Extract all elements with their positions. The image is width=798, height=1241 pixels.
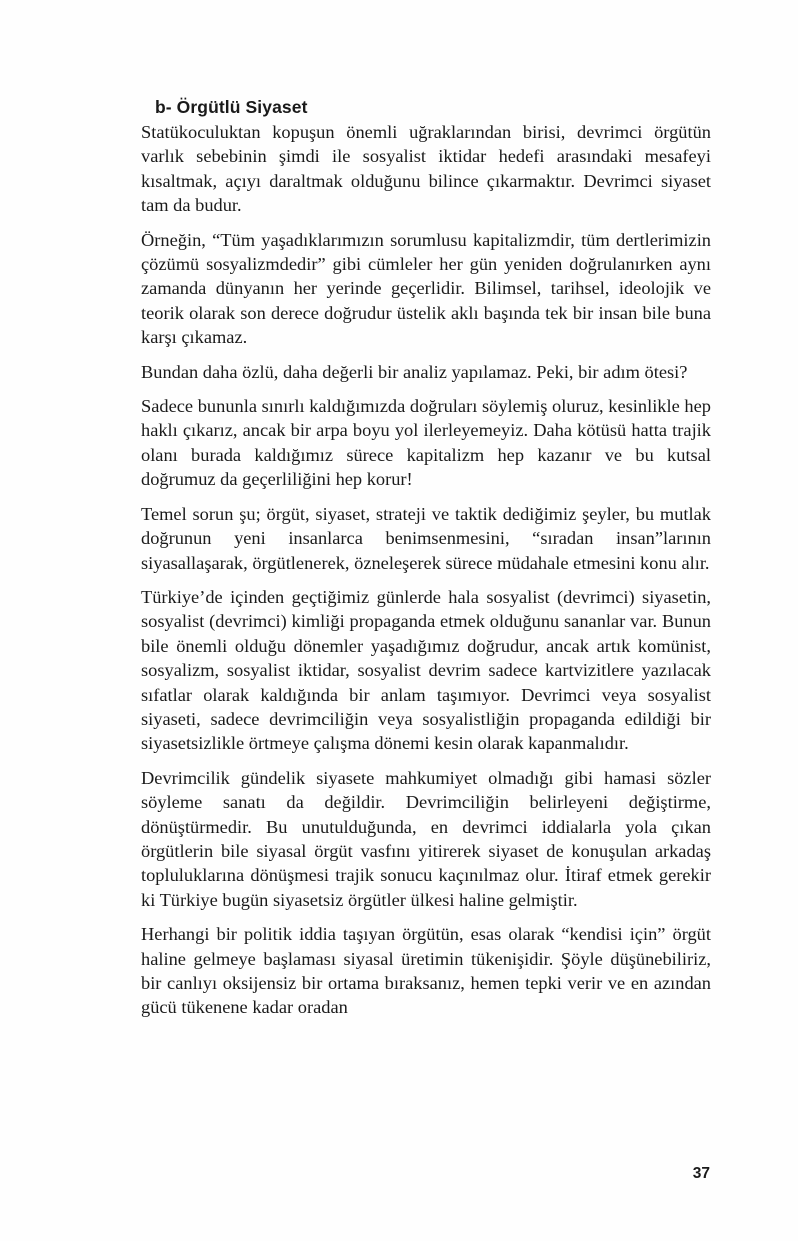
body-paragraph: Temel sorun şu; örgüt, siyaset, strateji ve taktik dediğimiz şeyler, bu mutlak doğrunun yeni insanlarca benimsenmesini, “sıradan insan”larının siyasallaşarak, örgütlenerek, özneleşerek sürece müdahale etmesini konu alır. (141, 503, 711, 573)
body-paragraph: Statükoculuktan kopuşun önemli uğraklarından birisi, devrimci örgütün varlık sebebinin şimdi ile sosyalist iktidar hedefi arasındaki mesafeyi kısaltmak, açıyı daraltmak olduğunu bilince çıkarmaktır. Devrimci siyaset tam da budur. (141, 122, 711, 216)
body-paragraph: Örneğin, “Tüm yaşadıklarımızın sorumlusu kapitalizmdir, tüm dertlerimizin çözümü sosyalizmdedir” gibi cümleler her gün yeniden doğrulanırken aynı zamanda dünyanın her yerinde geçerlidir. Bilimsel, tarihsel, ideolojik ve teorik olarak son derece doğrudur üstelik aklı başında tek bir insan bile buna karşı çıkamaz. (141, 229, 711, 348)
page-title: b- Örgütlü Siyaset (155, 97, 308, 117)
body-paragraph: Devrimcilik gündelik siyasete mahkumiyet olmadığı gibi hamasi sözler söyleme sanatı da değildir. Devrimciliğin belirleyeni değiştirme, dönüştürmedir. Bu unutulduğunda, en devrimci iddialarla yola çıkan örgütlerin bile siyasal örgüt vasfını yitirerek siyaset de konuşulan arkadaş topluluklarına dönüşmesi trajik sonucu kaçınılmaz olur. İtiraf etmek gerekir ki Türkiye bugün siyasetsiz örgütler ülkesi haline gelmiştir. (141, 767, 711, 910)
body-paragraph: Türkiye’de içinden geçtiğimiz günlerde hala sosyalist (devrimci) siyasetin, sosyalist (devrimci) kimliği propaganda etmek olduğunu sananlar var. Bunun bile önemli olduğu dönemler yaşadığımız doğrudur, ancak artık komünist, sosyalizm, sosyalist iktidar, sosyalist devrim sadece kartvizitlere yazılacak sıfatlar olarak kaldığında bir anlam taşımıyor. Devrimci veya sosyalist siyaseti, sadece devrimciliğin veya sosyalistliğin propaganda edildiği bir siyasetsizlikle örtmeye çalışma dönemi kesin olarak kapanmalıdır. (141, 586, 711, 754)
page-content (141, 96, 711, 1020)
body-paragraph: Sadece bununla sınırlı kaldığımızda doğruları söylemiş oluruz, kesinlikle hep haklı çıkarız, ancak bir arpa boyu yol ilerleyemeyiz. Daha kötüsü hatta trajik olanı burada kaldığımız sürece kapitalizm hep kazanır ve bu kutsal doğrumuz da geçerliliğini hep korur! (141, 396, 711, 490)
body-paragraph: Herhangi bir politik iddia taşıyan örgütün, esas olarak “kendisi için” örgüt haline gelmeye başlaması siyasal üretimin tükenişidir. Şöyle düşünebiliriz, bir canlıyı oksijensiz bir ortama bıraksanız, hemen tepki verir ve en azından gücü tükenene kadar oradan (141, 924, 711, 1018)
page-number: 37 (692, 1165, 710, 1182)
body-paragraph: Bundan daha özlü, daha değerli bir analiz yapılamaz. Peki, bir adım ötesi? (141, 361, 688, 382)
